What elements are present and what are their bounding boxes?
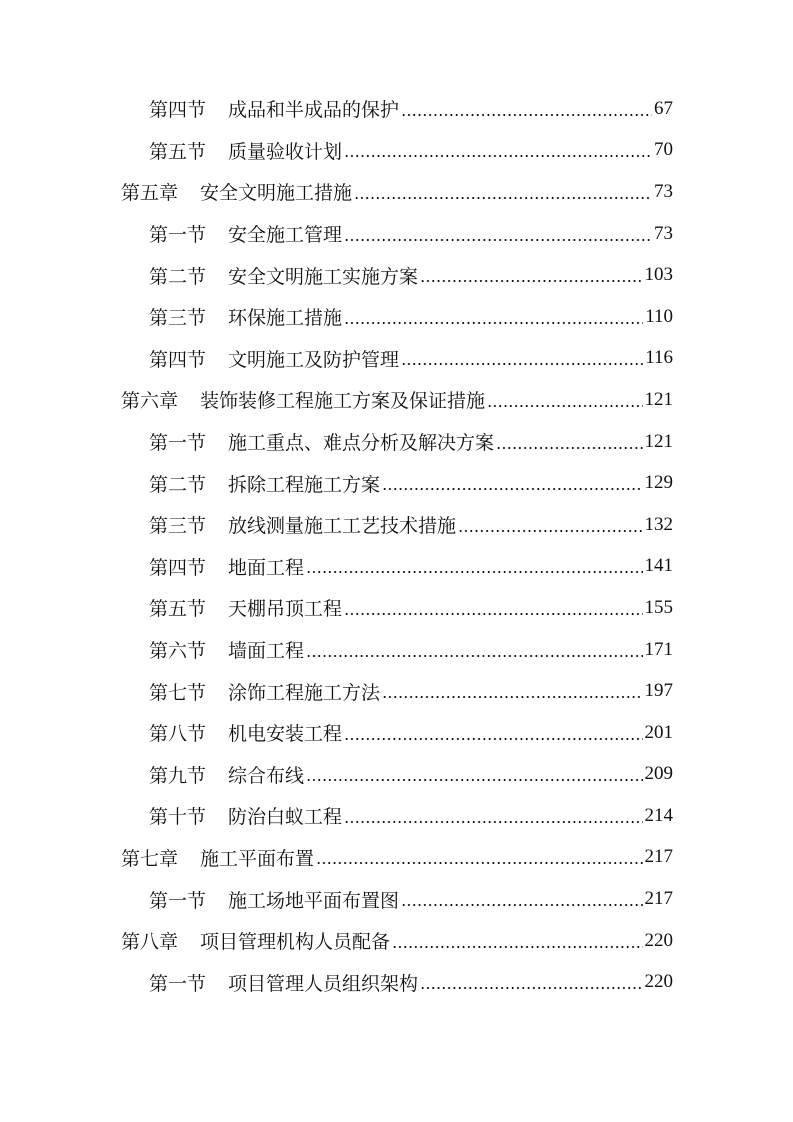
- toc-chapter-entry[interactable]: [0, 920, 793, 962]
- toc-entry-page-number: 67: [654, 97, 673, 119]
- toc-chapter-entry[interactable]: [0, 171, 793, 213]
- toc-entry-title: 装饰装修工程施工方案及保证措施: [200, 390, 486, 413]
- toc-chapter-entry[interactable]: [0, 837, 793, 879]
- toc-dot-leader: [487, 403, 642, 409]
- toc-section-entry[interactable]: [0, 504, 793, 546]
- toc-section-entry[interactable]: [0, 629, 793, 671]
- toc-entry-title: 项目管理机构人员配备: [200, 931, 391, 954]
- toc-entry-title: 涂饰工程施工方法: [228, 681, 381, 704]
- toc-section-entry[interactable]: [0, 462, 793, 504]
- toc-dot-leader: [496, 445, 642, 451]
- toc-dot-leader: [344, 611, 642, 617]
- toc-entry-page-number: 155: [644, 596, 673, 618]
- toc-entry-page-number: 201: [644, 721, 673, 743]
- toc-entry-number: 第六节: [149, 640, 207, 663]
- toc-entry-page-number: 217: [644, 846, 673, 868]
- toc-entry-title: 施工重点、难点分析及解决方案: [228, 432, 495, 455]
- toc-dot-leader: [382, 694, 642, 700]
- toc-entry-number: 第三节: [149, 307, 207, 330]
- toc-entry-page-number: 73: [654, 180, 673, 202]
- toc-entry-page-number: 197: [644, 680, 673, 702]
- toc-entry-page-number: 70: [654, 139, 673, 161]
- toc-dot-leader: [344, 736, 642, 742]
- toc-entry-page-number: 214: [644, 804, 673, 826]
- toc-section-entry[interactable]: [0, 254, 793, 296]
- toc-entry-number: 第九节: [149, 764, 207, 787]
- toc-entry-title: 项目管理人员组织架构: [228, 972, 419, 995]
- toc-entry-number: 第五节: [149, 140, 207, 163]
- toc-entry-number: 第一节: [149, 972, 207, 995]
- toc-section-entry[interactable]: [0, 961, 793, 1003]
- toc-entry-title: 墙面工程: [228, 640, 305, 663]
- toc-entry-page-number: 110: [645, 305, 673, 327]
- toc-entry-page-number: 209: [644, 763, 673, 785]
- toc-entry-page-number: 116: [645, 347, 673, 369]
- toc-dot-leader: [354, 195, 652, 201]
- toc-dot-leader: [420, 278, 642, 284]
- toc-entry-page-number: 171: [644, 638, 673, 660]
- table-of-contents: [0, 88, 793, 1003]
- toc-section-entry[interactable]: [0, 795, 793, 837]
- toc-entry-page-number: 103: [644, 264, 673, 286]
- toc-entry-page-number: 220: [644, 929, 673, 951]
- toc-entry-title: 综合布线: [228, 764, 305, 787]
- toc-entry-number: 第八节: [149, 723, 207, 746]
- toc-entry-number: 第一节: [149, 889, 207, 912]
- toc-dot-leader: [344, 153, 652, 159]
- toc-dot-leader: [344, 320, 643, 326]
- toc-chapter-entry[interactable]: [0, 379, 793, 421]
- toc-section-entry[interactable]: [0, 130, 793, 172]
- toc-entry-title: 文明施工及防护管理: [228, 348, 400, 371]
- toc-entry-title: 安全文明施工措施: [200, 182, 353, 205]
- toc-entry-page-number: 132: [644, 513, 673, 535]
- toc-entry-page-number: 129: [644, 472, 673, 494]
- toc-section-entry[interactable]: [0, 712, 793, 754]
- toc-dot-leader: [306, 569, 642, 575]
- toc-entry-page-number: 121: [644, 430, 673, 452]
- toc-entry-number: 第一节: [149, 224, 207, 247]
- toc-entry-page-number: 217: [644, 888, 673, 910]
- toc-entry-title: 机电安装工程: [228, 723, 343, 746]
- toc-entry-title: 安全施工管理: [228, 224, 343, 247]
- toc-entry-title: 施工场地平面布置图: [228, 889, 400, 912]
- toc-section-entry[interactable]: [0, 754, 793, 796]
- toc-entry-title: 防治白蚁工程: [228, 806, 343, 829]
- toc-dot-leader: [306, 653, 642, 659]
- toc-section-entry[interactable]: [0, 670, 793, 712]
- toc-entry-page-number: 73: [654, 222, 673, 244]
- toc-entry-title: 拆除工程施工方案: [228, 473, 381, 496]
- toc-entry-title: 环保施工措施: [228, 307, 343, 330]
- toc-entry-page-number: 220: [644, 971, 673, 993]
- toc-entry-number: 第二节: [149, 473, 207, 496]
- toc-entry-number: 第一节: [149, 432, 207, 455]
- toc-section-entry[interactable]: [0, 421, 793, 463]
- toc-entry-number: 第十节: [149, 806, 207, 829]
- toc-dot-leader: [344, 819, 642, 825]
- toc-entry-number: 第四节: [149, 348, 207, 371]
- toc-entry-title: 安全文明施工实施方案: [228, 265, 419, 288]
- toc-section-entry[interactable]: [0, 546, 793, 588]
- toc-entry-number: 第七章: [121, 847, 179, 870]
- toc-entry-title: 成品和半成品的保护: [228, 99, 400, 122]
- toc-entry-number: 第六章: [121, 390, 179, 413]
- toc-dot-leader: [420, 985, 642, 991]
- toc-section-entry[interactable]: [0, 88, 793, 130]
- toc-dot-leader: [401, 902, 642, 908]
- toc-dot-leader: [401, 361, 643, 367]
- toc-section-entry[interactable]: [0, 338, 793, 380]
- toc-entry-title: 天棚吊顶工程: [228, 598, 343, 621]
- toc-entry-number: 第八章: [121, 931, 179, 954]
- toc-dot-leader: [458, 528, 642, 534]
- toc-entry-number: 第四节: [149, 556, 207, 579]
- toc-entry-number: 第四节: [149, 99, 207, 122]
- toc-section-entry[interactable]: [0, 587, 793, 629]
- toc-entry-number: 第二节: [149, 265, 207, 288]
- toc-section-entry[interactable]: [0, 878, 793, 920]
- toc-entry-number: 第五章: [121, 182, 179, 205]
- toc-dot-leader: [344, 237, 652, 243]
- toc-entry-title: 施工平面布置: [200, 847, 315, 870]
- toc-dot-leader: [306, 777, 642, 783]
- toc-section-entry[interactable]: [0, 296, 793, 338]
- toc-dot-leader: [401, 112, 652, 118]
- toc-entry-title: 质量验收计划: [228, 140, 343, 163]
- toc-entry-title: 放线测量施工工艺技术措施: [228, 515, 457, 538]
- toc-entry-title: 地面工程: [228, 556, 305, 579]
- toc-entry-page-number: 141: [644, 555, 673, 577]
- toc-dot-leader: [392, 944, 642, 950]
- toc-dot-leader: [316, 860, 642, 866]
- toc-dot-leader: [382, 486, 642, 492]
- toc-section-entry[interactable]: [0, 213, 793, 255]
- toc-entry-number: 第三节: [149, 515, 207, 538]
- toc-entry-page-number: 121: [644, 388, 673, 410]
- toc-entry-number: 第七节: [149, 681, 207, 704]
- toc-entry-number: 第五节: [149, 598, 207, 621]
